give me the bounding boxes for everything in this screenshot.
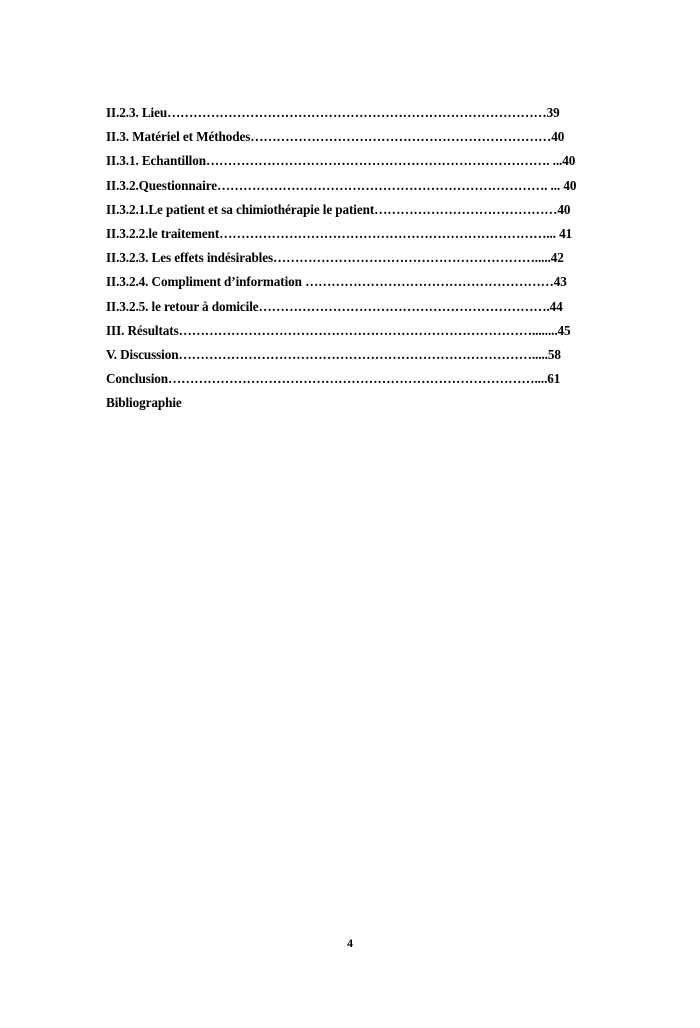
table-of-contents — [106, 101, 594, 415]
toc-entry-resultats: III. Résultats………………………………………………………………………........45 — [106, 322, 571, 338]
toc-entry-echantillon: II.3.1. Echantillon……………………………………………………………………. ...40 — [106, 153, 576, 169]
toc-entry-discussion: V. Discussion……………………………………………………………………….....58 — [106, 346, 561, 362]
toc-entry-questionnaire: II.3.2.Questionnaire…………………………………………………………………. ... 40 — [106, 177, 577, 193]
toc-entry-patient-chimiotherapie: II.3.2.1.Le patient et sa chimiothérapie le patient……………………………………40 — [106, 201, 571, 217]
toc-entry-lieu: II.2.3. Lieu……………………………………………………………………………39 — [106, 105, 560, 120]
toc-entry-bibliographie: Bibliographie — [106, 395, 182, 411]
page-number: 4 — [347, 936, 353, 950]
toc-entry-retour-domicile: II.3.2.5. le retour à domicile………………………………………………………….44 — [106, 298, 563, 314]
toc-entry-effets-indesirables: II.3.2.3. Les effets indésirables…………………………………………………….....42 — [106, 250, 564, 266]
toc-entry-traitement: II.3.2.2.le traitement…………………………………………………………………... 41 — [106, 225, 573, 241]
toc-entry-conclusion: Conclusion…………………………………………………………………………....61 — [106, 371, 561, 387]
toc-entry-compliment-information: II.3.2.4. Compliment d’information …………………………………………………43 — [106, 274, 567, 290]
toc-entry-materiel-et-methodes: II.3. Matériel et Méthodes……………………………………………………………40 — [106, 129, 565, 145]
